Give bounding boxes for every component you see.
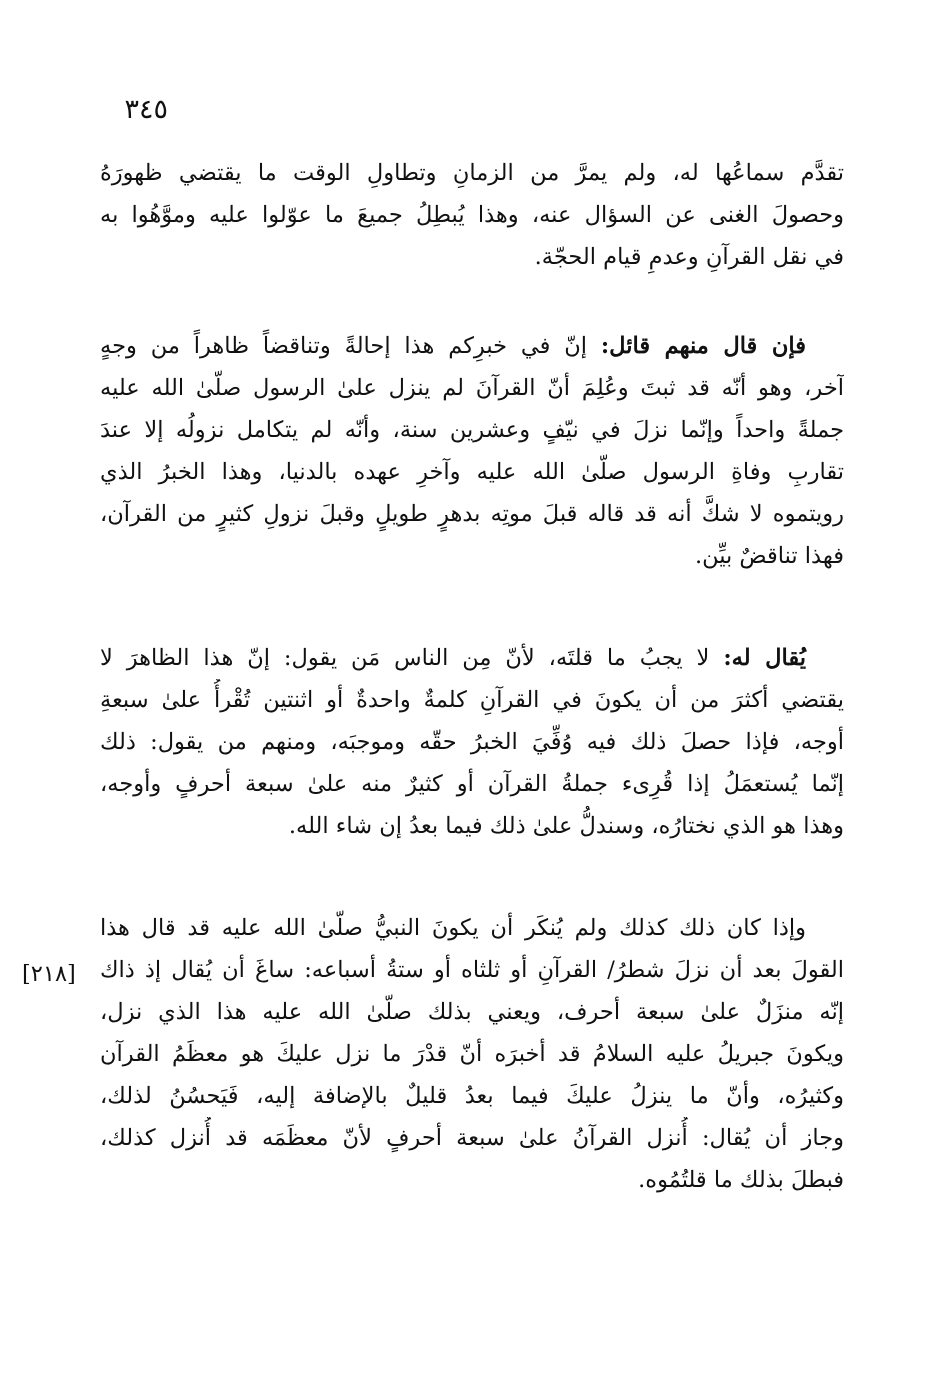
text-line: يقتضي أكثرَ من أن يكونَ في القرآنِ كلمةٌ واحدةٌ أو اثنتين تُقْرأُ علىٰ سبعةِ [100,687,844,713]
paragraph-lead-phrase: يُقال له: [723,645,807,671]
text-line: وكثيرُه، وأنّ ما ينزلُ عليكَ فيما بعدُ قليلٌ بالإضافة إليه، فَيَحسُنُ لذلك، [100,1083,844,1109]
text-span: إنّ في خبرِكم هذا إحالةً وتناقضاً ظاهراً من وجهٍ [100,333,601,359]
paragraph-1 [100,152,844,278]
text-span: لا يجبُ ما قلتَه، لأنّ مِن الناس مَن يقول: إنّ هذا الظاهرَ لا [100,645,724,671]
text-line: وإذا كان ذلك كذلك ولم يُنكَر أن يكونَ النبيُّ صلّىٰ الله عليه قد قال هذا [100,915,806,941]
text-line: ويكونَ جبريلُ عليه السلامُ قد أخبرَه أنّ قدْرَ ما نزل عليكَ هو معظَمُ القرآن [100,1041,844,1067]
text-line: أوجه، فإذا حصلَ ذلك فيه وُفِّيَ الخبرُ حقّه وموجبَه، ومنهم من يقول: ذلك [100,729,844,755]
text-line: في نقل القرآنِ وعدمِ قيام الحجّة. [534,244,844,270]
paragraph-4 [100,907,844,1201]
text-line: وهذا هو الذي نختارُه، وسندلُّ علىٰ ذلك فيما بعدُ إن شاء الله. [288,813,844,839]
text-line: إنّما يُستعمَلُ إذا قُرِىء جملةُ القرآن أو كثيرٌ منه علىٰ سبعة أحرفٍ وأوجه، [100,771,844,797]
text-line: آخر، وهو أنّه قد ثبتَ وعُلِمَ أنّ القرآنَ لم ينزل علىٰ الرسول صلّىٰ الله عليه [100,375,844,401]
text-line: وجاز أن يُقال: أُنزل القرآنُ علىٰ سبعة أحرفٍ لأنّ معظَمَه قد أُنزل كذلك، [100,1125,844,1151]
margin-folio-note: [٢١٨] [22,961,76,987]
text-line: إنّه منزَلٌ علىٰ سبعة أحرف، ويعني بذلك صلّىٰ الله عليه هذا الذي نزل، [100,999,844,1025]
text-line [100,637,844,679]
page-number: ٣٤٥ [124,94,168,125]
text-line: تقدَّم سماعُها له، ولم يمرَّ من الزمانِ وتطاولِ الوقت ما يقتضي ظهورَهُ [100,160,844,186]
text-line: جملةً واحداً وإنّما نزلَ في نيّفٍ وعشرين سنة، وأنّه لم يتكامل نزولُه إلا عندَ [100,417,844,443]
paragraph-3 [100,637,844,847]
text-line [100,325,844,367]
text-line: وحصولَ الغنى عن السؤال عنه، وهذا يُبطِلُ جميعَ ما عوّلوا عليه وموَّهُوا به [100,202,844,228]
paragraph-lead-phrase: فإن قال منهم قائل: [600,333,806,359]
text-line: فهذا تناقضٌ بيِّن. [694,543,844,569]
text-line: القولَ بعد أن نزلَ شطرُ/ القرآنِ أو ثلثاه أو ستةُ أسباعه: ساغَ أن يُقال إذ ذاك [100,957,844,983]
text-line: رويتموه لا شكَّ أنه قد قاله قبلَ موتِه بدهرٍ طويلٍ وقبلَ نزولِ كثيرٍ من القرآن، [100,501,844,527]
text-line: تقاربِ وفاةِ الرسول صلّىٰ الله عليه وآخرِ عهده بالدنيا، وهذا الخبرُ الذي [100,459,844,485]
paragraph-2 [100,325,844,577]
text-line: فبطلَ بذلك ما قلتُمُوه. [638,1167,844,1193]
